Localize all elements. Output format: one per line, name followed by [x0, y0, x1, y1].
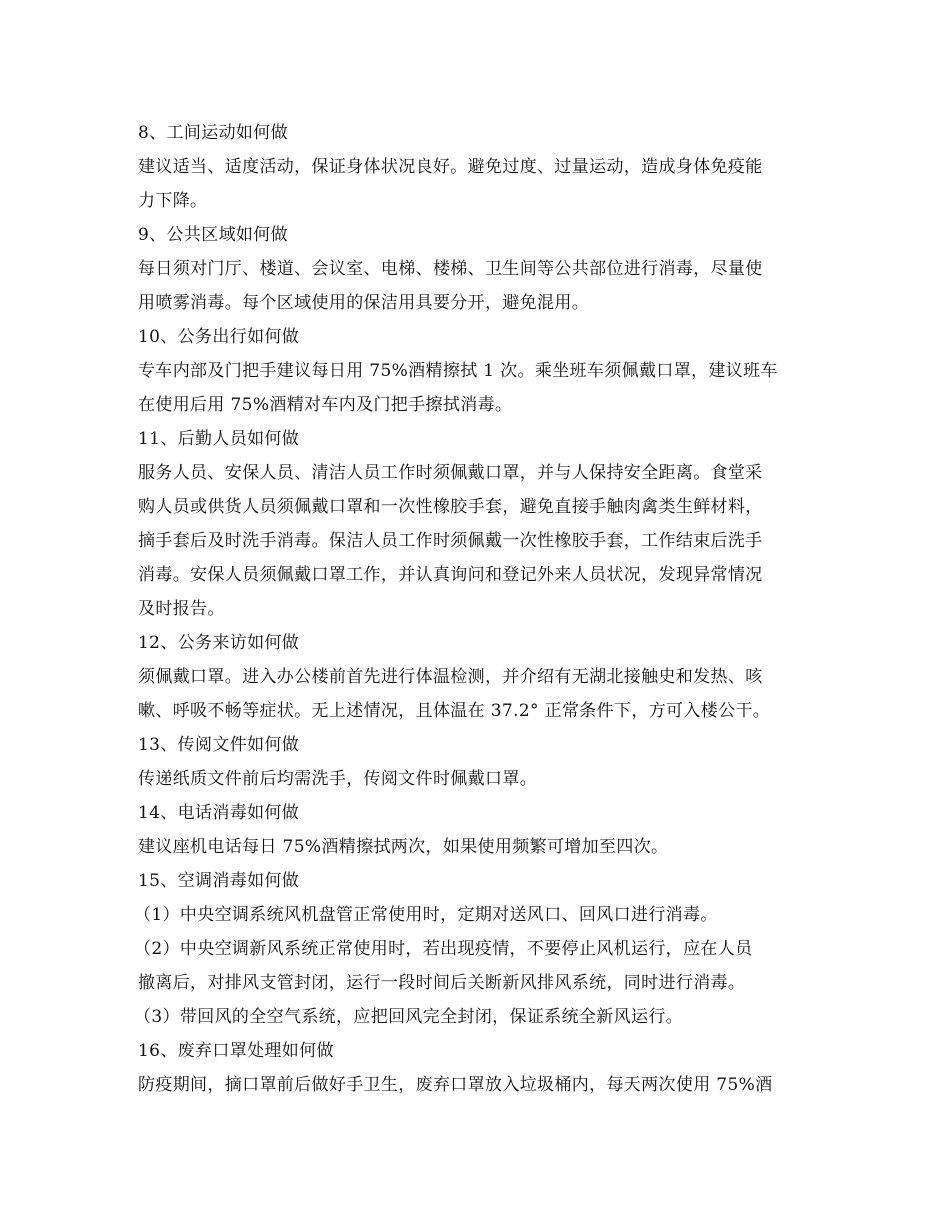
section-heading-14: 14、电话消毒如何做 — [138, 803, 300, 823]
section-heading-12: 12、公务来访如何做 — [138, 633, 300, 653]
paragraph-line: 力下降。 — [138, 191, 208, 211]
paragraph-line: 消毒。安保人员须佩戴口罩工作，并认真询问和登记外来人员状况，发现异常情况 — [138, 565, 763, 585]
paragraph-line: 传递纸质文件前后均需洗手，传阅文件时佩戴口罩。 — [138, 769, 538, 789]
paragraph-line: 专车内部及门把手建议每日用 75%酒精擦拭 1 次。乘坐班车须佩戴口罩，建议班车 — [138, 361, 778, 381]
section-heading-15: 15、空调消毒如何做 — [138, 871, 300, 891]
section-heading-10: 10、公务出行如何做 — [138, 327, 300, 347]
section-heading-9: 9、公共区域如何做 — [138, 225, 288, 245]
paragraph-line: 摘手套后及时洗手消毒。保洁人员工作时须佩戴一次性橡胶手套，工作结束后洗手 — [138, 531, 763, 551]
paragraph-line: 用喷雾消毒。每个区域使用的保洁用具要分开，避免混用。 — [138, 293, 590, 313]
paragraph-line: 及时报告。 — [138, 599, 225, 619]
section-heading-11: 11、后勤人员如何做 — [138, 429, 300, 449]
section-heading-8: 8、工间运动如何做 — [138, 123, 288, 143]
paragraph-line: 嗽、呼吸不畅等症状。无上述情况，且体温在 37.2° 正常条件下，方可入楼公干。 — [138, 701, 771, 721]
document-body — [134, 116, 814, 1102]
paragraph-line: 须佩戴口罩。进入办公楼前首先进行体温检测，并介绍有无湖北接触史和发热、咳 — [138, 667, 763, 687]
list-item-1: （1）中央空调系统风机盘管正常使用时，定期对送风口、回风口进行消毒。 — [134, 905, 718, 925]
section-heading-13: 13、传阅文件如何做 — [138, 735, 300, 755]
list-item-3: （3）带回风的全空气系统，应把回风完全封闭，保证系统全新风运行。 — [134, 1007, 684, 1027]
paragraph-line: 购人员或供货人员须佩戴口罩和一次性橡胶手套，避免直接手触肉禽类生鲜材料， — [138, 497, 763, 517]
paragraph-line: 防疫期间，摘口罩前后做好手卫生，废弃口罩放入垃圾桶内，每天两次使用 75%酒 — [138, 1075, 773, 1095]
paragraph-line: 撤离后，对排风支管封闭，运行一段时间后关断新风排风系统，同时进行消毒。 — [138, 973, 746, 993]
paragraph-line: 在使用后用 75%酒精对车内及门把手擦拭消毒。 — [138, 395, 513, 415]
list-item-2: （2）中央空调新风系统正常使用时，若出现疫情，不要停止风机运行，应在人员 — [134, 939, 753, 959]
paragraph-line: 每日须对门厅、楼道、会议室、电梯、楼梯、卫生间等公共部位进行消毒，尽量使 — [138, 259, 763, 279]
paragraph-line: 建议适当、适度活动，保证身体状况良好。避免过度、过量运动，造成身体免疫能 — [138, 157, 763, 177]
section-heading-16: 16、废弃口罩处理如何做 — [138, 1041, 334, 1061]
paragraph-line: 建议座机电话每日 75%酒精擦拭两次，如果使用频繁可增加至四次。 — [138, 837, 669, 857]
paragraph-line: 服务人员、安保人员、清洁人员工作时须佩戴口罩，并与人保持安全距离。食堂采 — [138, 463, 763, 483]
